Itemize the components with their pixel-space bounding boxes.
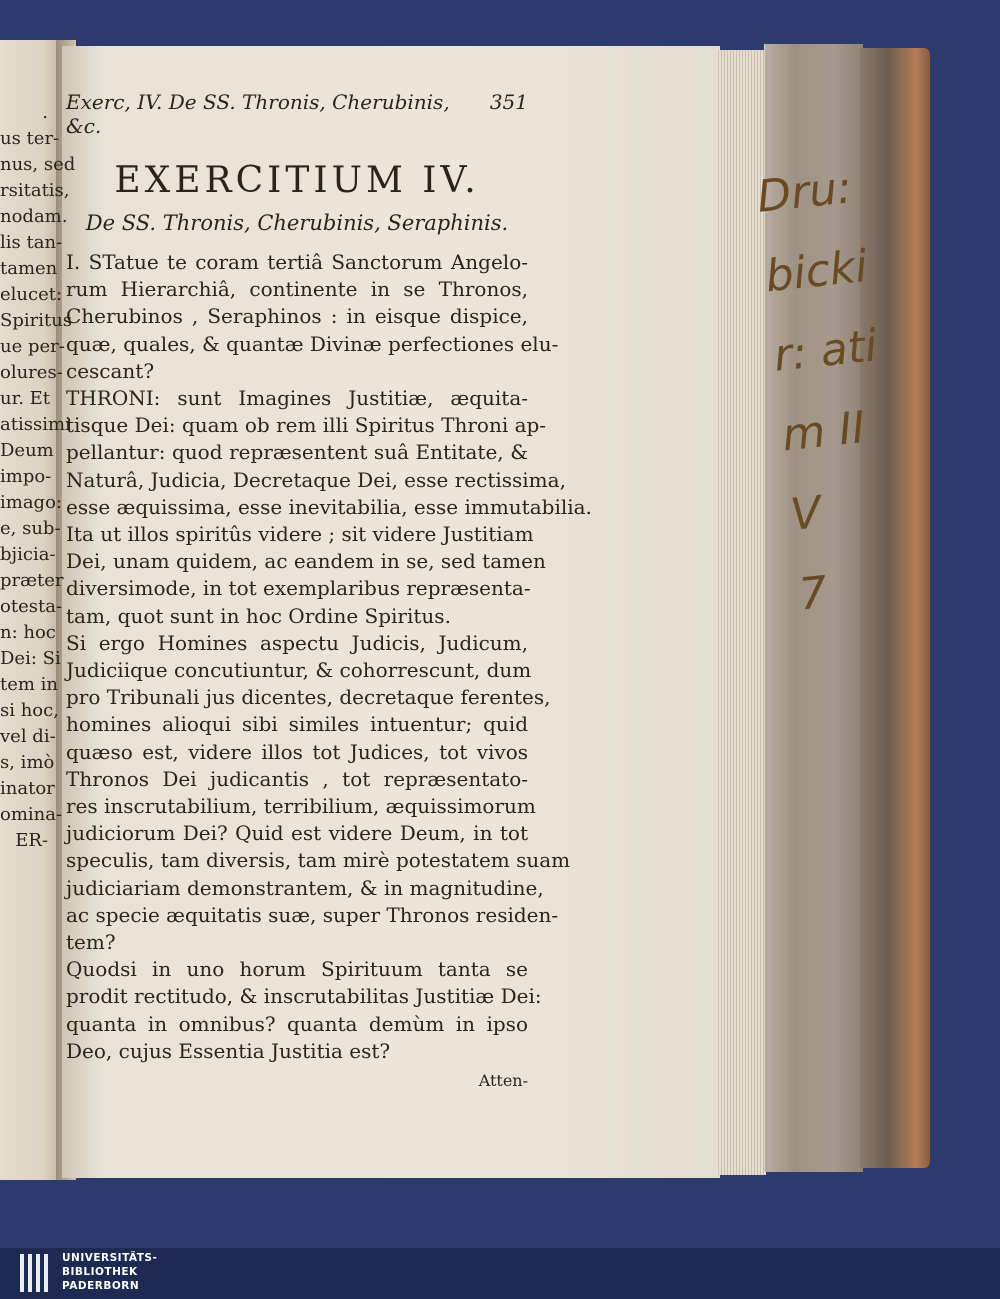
text-line: homines alioqui sibi similes intuentur; quid: [66, 712, 528, 737]
text-line: tam, quot sunt in hoc Ordine Spiritus.: [66, 603, 451, 628]
text-line: I. STatue te coram tertiâ Sanctorum Angelo-: [66, 250, 528, 274]
left-page-fragment: omina-: [0, 804, 63, 825]
text-line: Si ergo Homines aspectu Judicis, Judicum,: [66, 630, 528, 655]
left-page-fragment: rsitatis,: [0, 180, 70, 201]
catchword: Atten-: [478, 1071, 528, 1091]
left-page-fragment: .: [42, 102, 48, 123]
text-line: pro Tribunali jus dicentes, decretaque ferentes,: [66, 685, 551, 710]
left-page-fragment: nodam.: [0, 206, 68, 227]
handwriting-line: m II: [779, 402, 868, 462]
text-line: rum Hierarchiâ, continente in se Thronos,: [66, 277, 528, 302]
left-page-fragment: atissimi: [0, 414, 71, 435]
chapter-title: EXERCITIUM IV.: [114, 160, 480, 201]
text-line: judiciariam demonstrantem, & in magnitudine,: [66, 875, 544, 900]
left-page-fragment: n: hoc: [0, 622, 56, 643]
text-line: res inscrutabilium, terribilium, æquissimorum: [66, 794, 536, 819]
text-line: quanta in omnibus? quanta demùm in ipso: [66, 1011, 528, 1036]
left-page-fragment: impo-: [0, 466, 52, 487]
text-line: diversimode, in tot exemplaribus repræsenta-: [66, 576, 531, 601]
right-page-text: [66, 90, 592, 1091]
text-line: Naturâ, Judicia, Decretaque Dei, esse rectissima,: [66, 467, 566, 492]
text-line: Cherubinos , Seraphinos : in eisque dispice,: [66, 304, 528, 329]
left-page-fragment: s, imò: [0, 752, 55, 773]
left-page-fragment: bjicia-: [0, 544, 56, 565]
text-line: speculis, tam diversis, tam mirè potestatem suam: [66, 848, 571, 873]
handwriting-line: Dru:: [754, 162, 855, 223]
left-page-fragment: Spiritus: [0, 310, 73, 331]
left-page-fragment: tem in: [0, 674, 59, 695]
left-page-fragment: si hoc,: [0, 700, 59, 721]
text-line: Judiciique concutiuntur, & cohorrescunt, dum: [66, 658, 532, 683]
running-head: [66, 90, 528, 138]
left-page-fragment: otesta-: [0, 596, 63, 617]
left-page-fragment: imago:: [0, 492, 62, 513]
left-page-fragment: tamen: [0, 258, 58, 279]
left-page-fragment: ur. Et: [0, 388, 51, 409]
left-page-fragment: olures-: [0, 362, 63, 383]
text-line: Dei, unam quidem, ac eandem in se, sed tamen: [66, 549, 546, 574]
text-line: tisque Dei: quam ob rem illi Spiritus Throni ap-: [66, 413, 547, 438]
left-page-fragment: ER-: [15, 830, 48, 851]
left-page-fragment: vel di-: [0, 726, 56, 747]
handwriting-line: 7: [796, 566, 830, 621]
handwriting-line: r: ati: [771, 320, 880, 382]
library-name: UNIVERSITÄTS- BIBLIOTHEK PADERBORN: [62, 1252, 158, 1292]
text-line: quæso est, videre illos tot Judices, tot vivos: [66, 739, 528, 764]
text-line: ac specie æquitatis suæ, super Thronos residen-: [66, 902, 559, 927]
text-line: prodit rectitudo, & inscrutabilitas Justitiæ Dei:: [66, 984, 542, 1009]
text-line: THRONI: sunt Imagines Justitiæ, æquita-: [66, 386, 528, 411]
page-number: 351: [489, 90, 528, 114]
left-page-fragment: us ter-: [0, 128, 60, 149]
left-page-fragment: præter: [0, 570, 64, 591]
left-page-fragment: ue per-: [0, 336, 65, 357]
text-line: judiciorum Dei? Quid est videre Deum, in tot: [66, 821, 528, 846]
body-text: [66, 249, 592, 1065]
text-line: quæ, quales, & quantæ Divinæ perfectiones elu-: [66, 331, 559, 356]
text-line: tem?: [66, 930, 116, 955]
left-page-fragment: Deum: [0, 440, 54, 461]
text-line: Deo, cujus Essentia Justitia est?: [66, 1038, 391, 1063]
chapter-subtitle: De SS. Thronis, Cherubinis, Seraphinis.: [85, 211, 509, 235]
library-footer: [0, 1248, 1000, 1299]
left-page-fragment: lis tan-: [0, 232, 63, 253]
handwriting-line: V: [788, 487, 824, 541]
left-page-text: [0, 100, 76, 854]
left-page-fragment: inator: [0, 778, 55, 799]
text-line: esse æquissima, esse inevitabilia, esse immutabilia.: [66, 494, 592, 519]
library-logo-icon: [20, 1254, 54, 1292]
left-page-fragment: nus, sed: [0, 154, 76, 175]
text-line: Thronos Dei judicantis , tot repræsentato-: [66, 766, 528, 791]
text-line: pellantur: quod repræsentent suâ Entitate, &: [66, 440, 528, 465]
page-stack: [716, 50, 766, 1175]
handwriting-line: bicki: [763, 240, 870, 303]
left-page-fragment: Dei: Si: [0, 648, 61, 669]
running-head-title: Exerc, IV. De SS. Thronis, Cherubinis, &c.: [66, 90, 450, 138]
text-line: Quodsi in uno horum Spirituum tanta se: [66, 957, 528, 982]
left-page-fragment: elucet:: [0, 284, 63, 305]
text-line: Ita ut illos spiritûs videre ; sit videre Justitiam: [66, 522, 534, 547]
text-line: cescant?: [66, 358, 155, 383]
left-page-fragment: e, sub-: [0, 518, 61, 539]
